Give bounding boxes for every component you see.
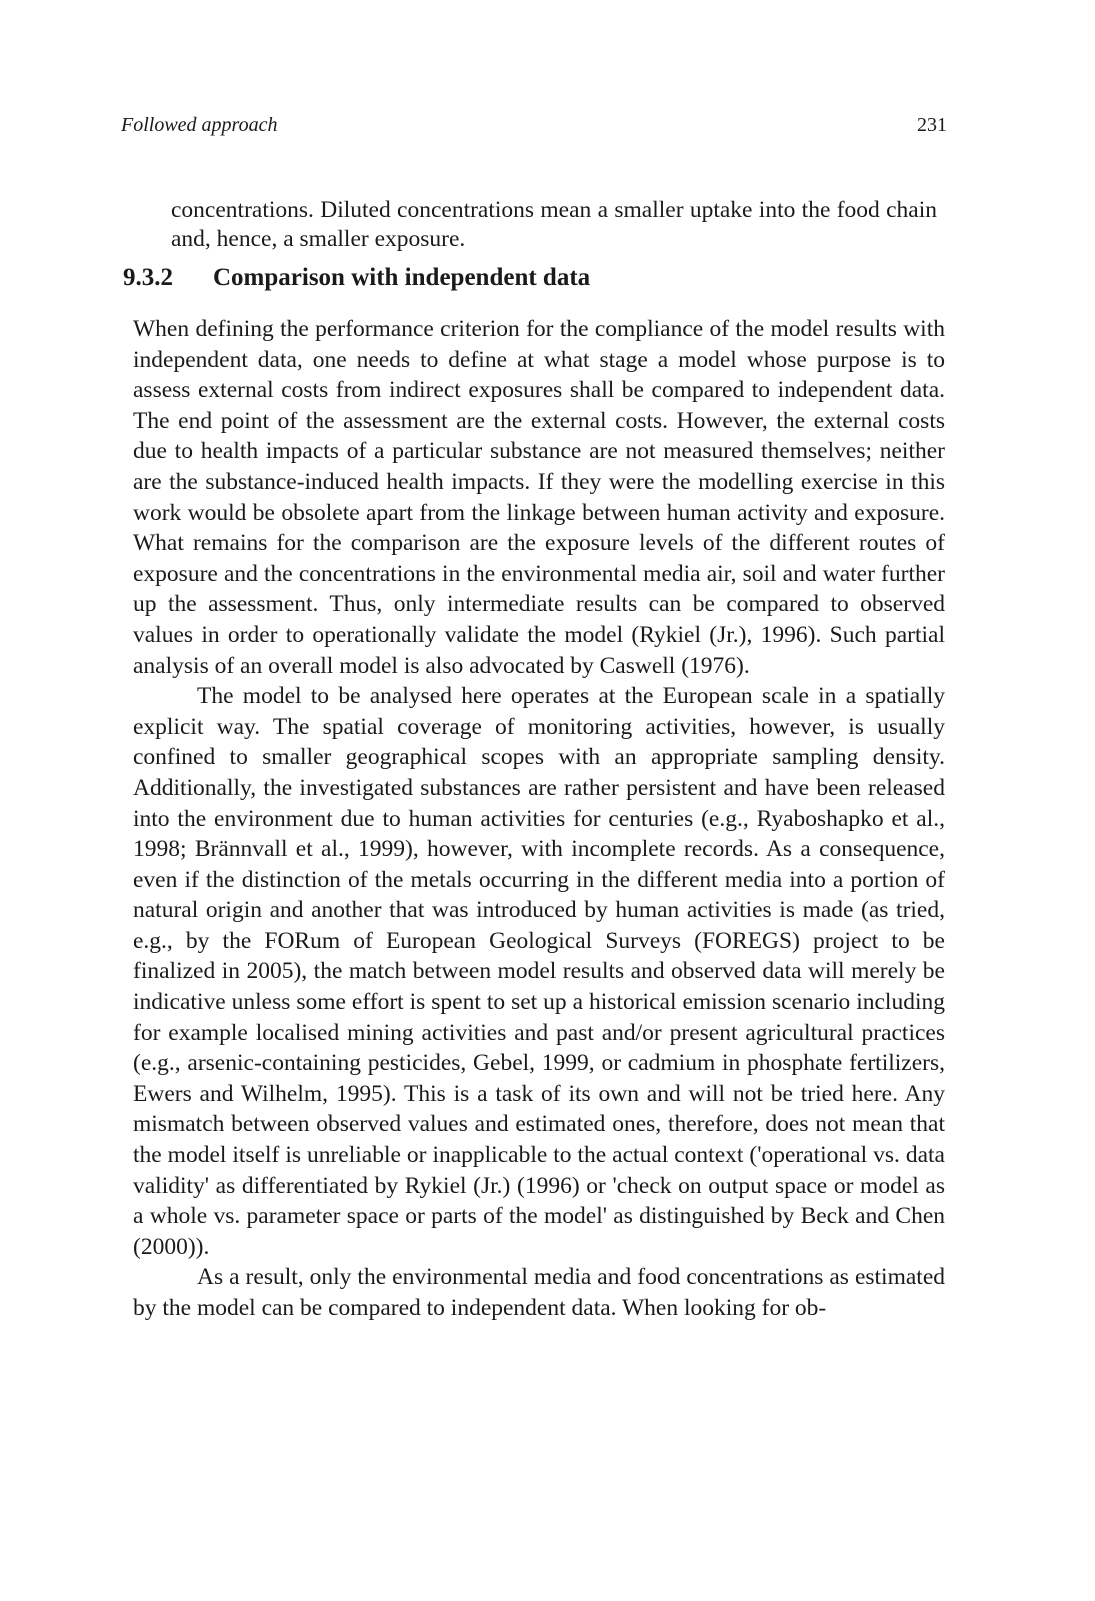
lead-paragraph: concentrations. Diluted concentrations mean a smaller uptake into the food chain and, hence, a smaller exposure. xyxy=(171,196,937,252)
section-body xyxy=(133,314,945,1324)
running-head xyxy=(121,114,947,142)
running-title: Followed approach xyxy=(121,114,278,136)
body-paragraph-1: When defining the performance criterion for the compliance of the model results with independent data, one needs to define at what stage a model whose purpose is to assess external costs from indirect exposures shall be compared to independent data. The end point of the assessment are the external costs. However, the external costs due to health impacts of a particular substance are not measured themselves; neither are the substance-induced health impacts. If they were the modelling exercise in this work would be obsolete apart from the linkage between human activity and exposure. What remains for the comparison are the exposure levels of the different routes of exposure and the concentrations in the environmental media air, soil and water further up the assessment. Thus, only intermediate results can be compared to observed values in order to operationally validate the model (Rykiel (Jr.), 1996). Such partial analysis of an overall model is also advocated by Caswell (1976). xyxy=(133,316,945,679)
section-number: 9.3.2 xyxy=(123,264,173,291)
body-paragraph-3: As a result, only the environmental media and food concentrations as estimated by the model can be compared to independent data. When looking for ob- xyxy=(133,1264,945,1321)
body-paragraph-2: The model to be analysed here operates at the European scale in a spatially explicit way. The spatial coverage of monitoring activities, however, is usually confined to smaller geographical scopes with an appropriate sampling density. Additionally, the investigated substances are rather persistent and have been released into the environment due to human activities for centuries (e.g., Ryaboshapko et al., 1998; Brännvall et al., 1999), however, with incomplete records. As a consequence, even if the distinction of the metals occurring in the different media into a portion of natural origin and another that was introduced by human activities is made (as tried, e.g., by the FORum of European Geological Surveys (FOREGS) project to be finalized in 2005), the match between model results and observed data will merely be indicative unless some effort is spent to set up a historical emission scenario including for example localised mining activities and past and/or present agricultural practices (e.g., arsenic-containing pesticides, Gebel, 1999, or cadmium in phosphate fertilizers, Ewers and Wilhelm, 1995). This is a task of its own and will not be tried here. Any mismatch between observed values and estimated ones, therefore, does not mean that the model itself is unreliable or inapplicable to the actual context ('operational vs. data validity' as differentiated by Rykiel (Jr.) (1996) or 'check on output space or model as a whole vs. parameter space or parts of the model' as distinguished by Beck and Chen (2000)). xyxy=(133,683,945,1260)
section-heading xyxy=(123,264,943,292)
section-title: Comparison with independent data xyxy=(213,264,591,291)
page-number: 231 xyxy=(917,114,947,136)
